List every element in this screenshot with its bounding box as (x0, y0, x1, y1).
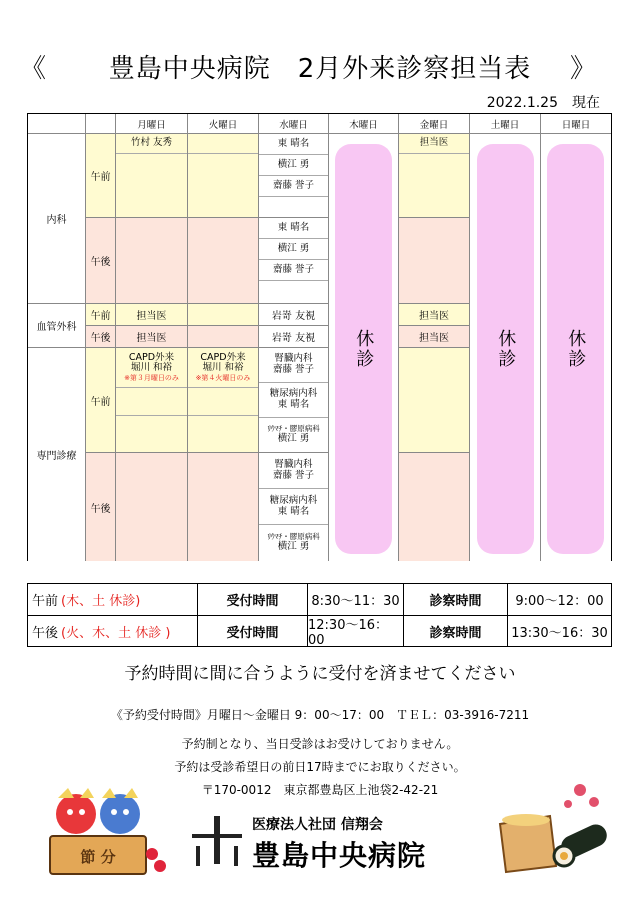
setsubun-sign: 節 分 (80, 848, 116, 866)
doctor-name: 横江 勇 (277, 432, 310, 444)
doctor-name: 横江 勇 (277, 540, 310, 552)
senmon-pm-mon (116, 453, 188, 561)
naika-pm-tue (188, 218, 259, 304)
setsubun-oni-illustration (28, 780, 168, 880)
senmon-am-mon (116, 348, 188, 453)
naika-pm-wed (259, 218, 329, 304)
reservation-rule-2: 予約は受診希望日の前日17時までにお取りください。 (174, 760, 466, 774)
naika-pm-wed-doctor-3: 齋藤 誉子 (259, 260, 328, 281)
doctor-name: 齋藤 誉子 (272, 469, 315, 481)
senmon-am-wed (259, 348, 329, 453)
kekkan-pm-fri: 担当医 (399, 326, 470, 348)
kekkan-am-fri: 担当医 (399, 304, 470, 326)
kekkan-pm-tue (188, 326, 259, 348)
naika-am-tue-slot (188, 134, 258, 154)
naika-am-wed-doctor-1: 東 晴名 (259, 134, 328, 155)
reservation-hours: 《予約受付時間》月曜日～金曜日 9：00～17：00 ＴＥＬ：03-3916-7211 (110, 708, 530, 722)
thu-closed-badge (335, 144, 392, 554)
clinic-name: 腎臓内科 (274, 353, 313, 365)
hours-pm-label (28, 616, 198, 646)
capd-doctor: 堀川 和裕 (202, 362, 244, 374)
sat-closed-badge (477, 144, 534, 554)
header-sat: 土曜日 (470, 114, 541, 134)
hours-pm-reception-label: 受付時間 (198, 616, 308, 646)
kekkan-am-wed: 岩嵜 友視 (259, 304, 329, 326)
header-blank-1 (28, 114, 86, 134)
senmon-am-fri (399, 348, 470, 453)
capd-clinic-label: CAPD外来 (200, 351, 246, 363)
naika-pm-label: 午後 (86, 218, 116, 304)
capd-note: ※第３月曜日のみ (124, 374, 179, 383)
clinic-name: ﾘｳﾏﾁ・膠原病科 (267, 532, 320, 542)
naika-am-tue (188, 134, 259, 218)
senmon-am-wed-entry-1 (259, 348, 328, 383)
naika-am-fri (399, 134, 470, 218)
hours-table (27, 583, 612, 647)
reception-notice: 予約時間に間に合うように受付を済ませてください (124, 664, 516, 684)
doctor-name: 東 晴名 (277, 399, 310, 410)
naika-am-label: 午前 (86, 134, 116, 218)
as-of-date: 2022.1.25 現在 (486, 95, 600, 111)
kekkan-pm-mon: 担当医 (116, 326, 188, 348)
naika-pm-wed-doctor-1: 東 晴名 (259, 218, 328, 239)
capd-note: ※第４火曜日のみ (195, 374, 251, 383)
sun-closed-badge (547, 144, 604, 554)
naika-am-mon (116, 134, 188, 218)
header-fri: 金曜日 (399, 114, 470, 134)
title-text: 豊島中央病院 2月外来診察担当表 (108, 54, 532, 84)
hours-pm-closed-note: (火、木、土 休診 ) (61, 625, 171, 641)
hospital-logo-icon (188, 812, 248, 872)
hours-pm-period: 午後 (32, 625, 59, 641)
hours-am-exam-label: 診察時間 (404, 584, 508, 616)
hours-am-label (28, 584, 198, 616)
kekkan-pm-wed: 岩嵜 友視 (259, 326, 329, 348)
title-open-bracket: 《 (20, 54, 48, 84)
kekkan-pm-label: 午後 (86, 326, 116, 348)
senmon-am-wed-entry-3 (259, 418, 328, 452)
header-sun: 日曜日 (541, 114, 611, 134)
hospital-address: 〒170-0012 東京都豊島区上池袋2-42-21 (201, 783, 439, 797)
doctor-name: 齋藤 誉子 (272, 364, 315, 375)
naika-am-wed-doctor-2: 横江 勇 (259, 155, 328, 176)
senmon-am-wed-entry-2 (259, 383, 328, 418)
kekkan-am-mon: 担当医 (116, 304, 188, 326)
naika-am-wed-doctor-3: 齋藤 誉子 (259, 176, 328, 197)
header-tue: 火曜日 (188, 114, 259, 134)
senmon-am-tue (188, 348, 259, 453)
hours-pm-reception-time: 12:30～16：00 (308, 616, 404, 646)
senmon-pm-wed-entry-3 (259, 525, 328, 561)
dept-naika: 内科 (28, 134, 86, 304)
naika-am-fri-doctor: 担当医 (399, 134, 469, 154)
doctor-name: 東 晴名 (277, 505, 310, 517)
clinic-name: ﾘｳﾏﾁ・膠原病科 (267, 424, 320, 434)
dept-senmon: 専門診療 (28, 348, 86, 561)
senmon-am-tue-slot-2 (188, 388, 258, 416)
header-mon: 月曜日 (116, 114, 188, 134)
clinic-name: 糖尿病内科 (269, 388, 318, 400)
hours-pm-exam-label: 診察時間 (404, 616, 508, 646)
senmon-pm-fri (399, 453, 470, 561)
capd-clinic-label: CAPD外来 (128, 351, 175, 363)
senmon-pm-label: 午後 (86, 453, 116, 561)
closed-label: 休診 (353, 329, 375, 369)
senmon-am-tue-capd (188, 348, 258, 388)
senmon-am-mon-slot-2 (116, 388, 187, 416)
schedule-table (27, 113, 612, 561)
clinic-name: 糖尿病内科 (269, 494, 318, 506)
kekkan-am-tue (188, 304, 259, 326)
reservation-rule-1: 予約制となり、当日受診はお受けしておりません。 (181, 737, 459, 751)
capd-doctor: 堀川 和裕 (130, 362, 173, 374)
senmon-am-mon-capd (116, 348, 187, 388)
title-close-bracket: 》 (570, 54, 598, 84)
hours-am-period: 午前 (32, 594, 59, 609)
hours-am-closed-note: (木、土 休診) (61, 594, 141, 609)
hours-am-reception-time: 8:30～11：30 (308, 584, 404, 616)
closed-label: 休診 (565, 329, 587, 369)
hours-pm-exam-time: 13:30～16：30 (511, 625, 608, 641)
senmon-am-label: 午前 (86, 348, 116, 453)
naika-pm-fri (399, 218, 470, 304)
closed-label: 休診 (495, 329, 517, 369)
senmon-pm-tue (188, 453, 259, 561)
hospital-name: 豊島中央病院 (252, 839, 427, 872)
naika-pm-wed-doctor-2: 横江 勇 (259, 239, 328, 260)
naika-am-wed (259, 134, 329, 218)
naika-pm-mon (116, 218, 188, 304)
hours-am-reception-label: 受付時間 (198, 584, 308, 616)
organization-name: 医療法人社団 信翔会 (252, 817, 383, 833)
kekkan-am-label: 午前 (86, 304, 116, 326)
naika-am-mon-doctor: 竹村 友秀 (116, 134, 187, 154)
dept-kekkan: 血管外科 (28, 304, 86, 348)
header-wed: 水曜日 (259, 114, 329, 134)
clinic-name: 腎臓内科 (274, 458, 313, 470)
senmon-pm-wed-entry-1 (259, 453, 328, 489)
masu-ehomaki-illustration (490, 780, 615, 880)
hours-am-exam-time: 9:00～12：00 (508, 584, 611, 616)
header-blank-2 (86, 114, 116, 134)
senmon-pm-wed (259, 453, 329, 561)
page-title (0, 48, 640, 85)
senmon-pm-wed-entry-2 (259, 489, 328, 525)
header-thu: 木曜日 (329, 114, 399, 134)
